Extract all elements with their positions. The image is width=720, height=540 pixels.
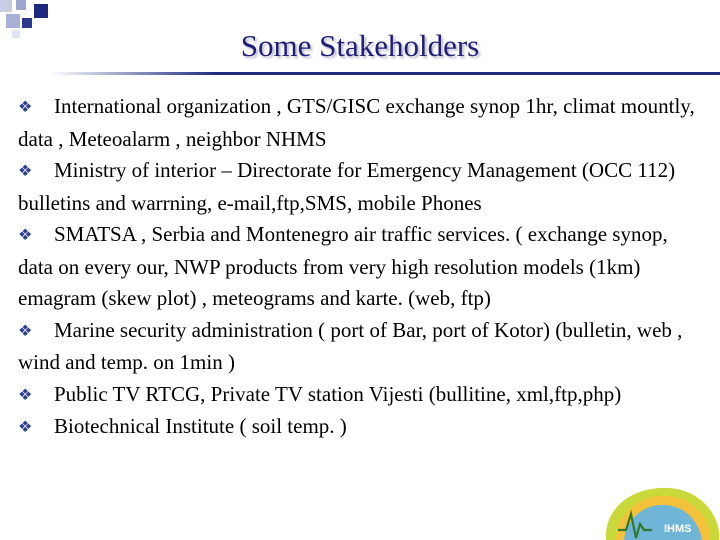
diamond-bullet-icon: ❖ (18, 386, 33, 404)
diamond-bullet-icon: ❖ (18, 227, 33, 244)
diamond-bullet-icon: ❖ (18, 322, 33, 340)
list-item (18, 411, 698, 444)
diamond-bullet-icon: ❖ (18, 419, 33, 436)
item-text: Marine security administration ( port of Bar, port of Kotor) (bulletin, web , wind and temp. on 1min ) (18, 317, 683, 374)
logo-label: IHMS (664, 523, 692, 535)
list-item (18, 315, 698, 379)
item-text: Biotechnical Institute ( soil temp. ) (54, 414, 347, 438)
list-item (18, 155, 698, 188)
item-text: Ministry of interior – Directorate for Emergency Management (OCC 112) (54, 158, 676, 182)
slide-title: Some Stakeholders (240, 28, 480, 63)
ihms-logo (598, 484, 720, 540)
diamond-bullet-icon: ❖ (18, 163, 33, 180)
list-item (18, 91, 698, 155)
list-item (18, 379, 698, 412)
list-item (18, 188, 698, 220)
diamond-bullet-icon: ❖ (18, 99, 33, 116)
item-text: Public TV RTCG, Private TV station Vijesti (bullitine, xml,ftp,php) (54, 381, 622, 406)
item-text: SMATSA , Serbia and Montenegro air traffic services. ( exchange synop, data on every our, NWP products from very high resolution models (1km) emagram (skew plot) , meteograms and karte. (web, ftp) (18, 222, 668, 310)
item-text: International organization , GTS/GISC exchange synop 1hr, climat mountly, data , Meteoalarm , neighbor NHMS (18, 94, 695, 151)
stakeholder-list (18, 91, 698, 444)
title-underline (50, 72, 720, 75)
item-text: bulletins and warrning, e-mail,ftp,SMS, mobile Phones (18, 190, 482, 215)
list-item (18, 219, 698, 315)
